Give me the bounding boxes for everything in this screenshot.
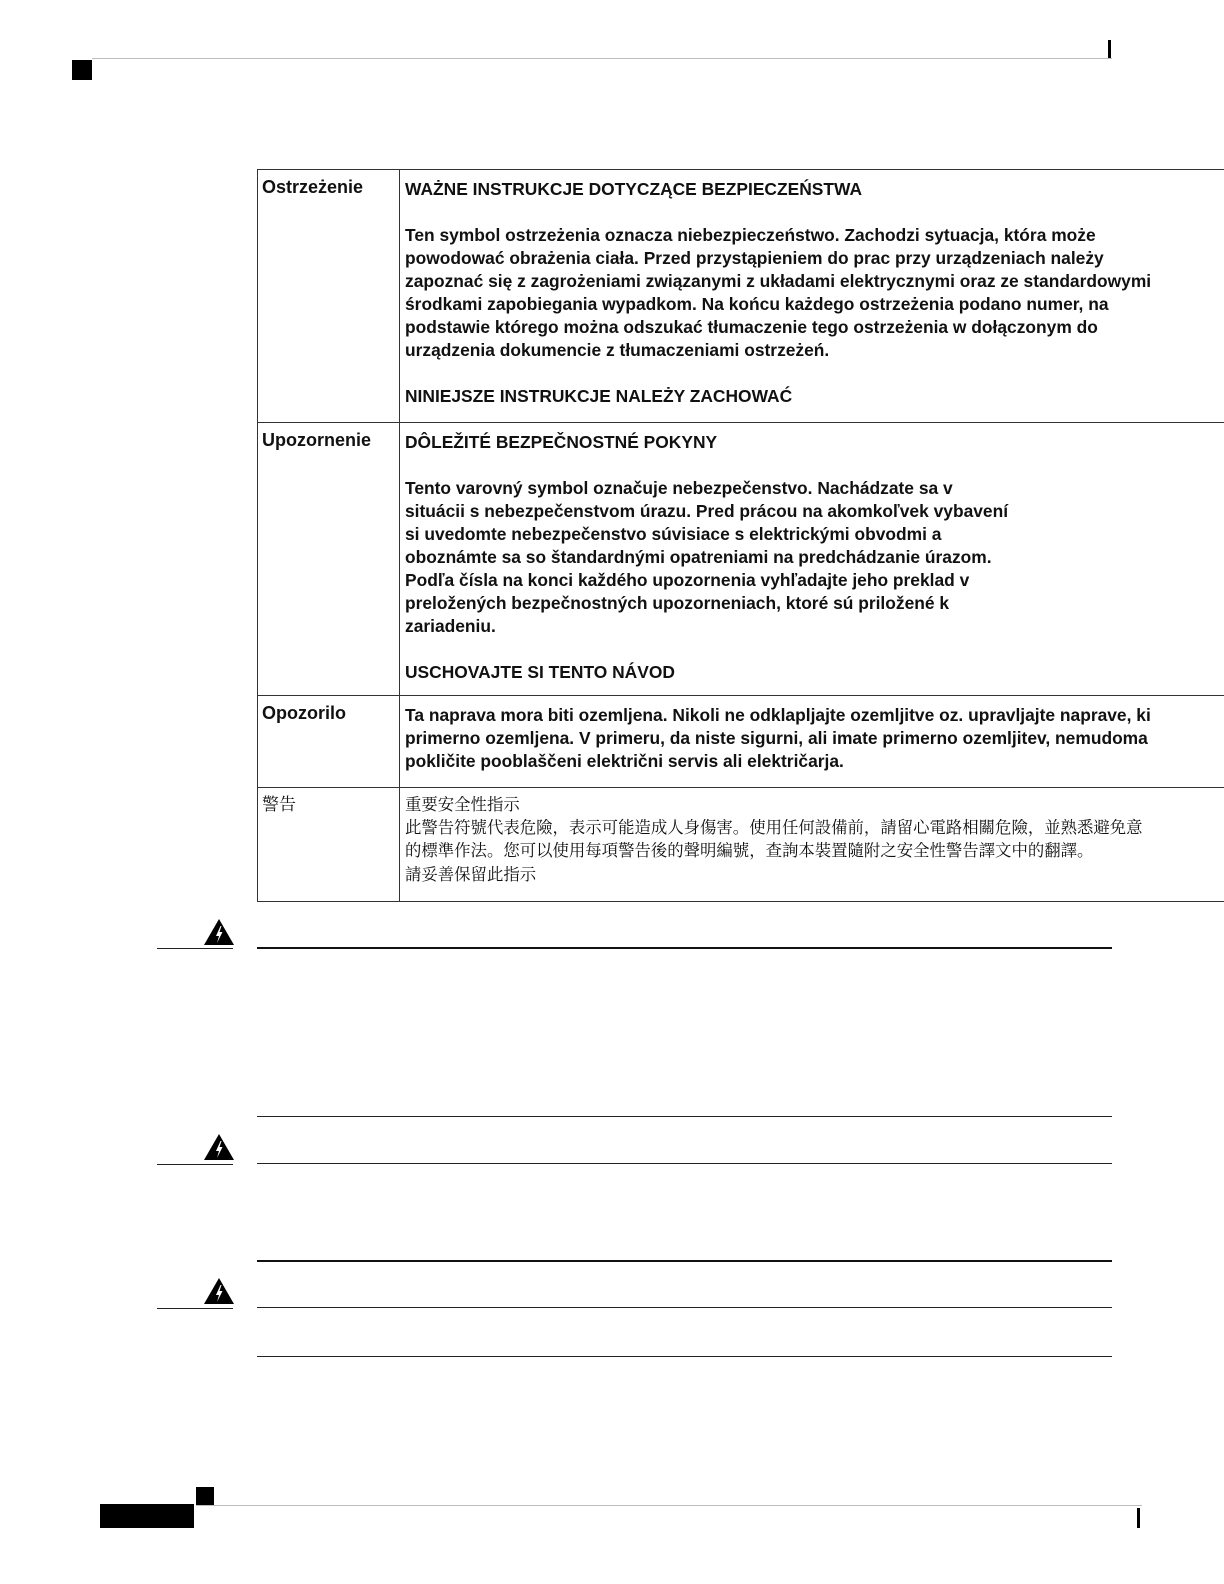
warning-triangle-icon	[203, 1132, 235, 1162]
footer-page-bar	[100, 1504, 194, 1528]
warning-text-cell	[400, 170, 1224, 423]
warning-line: zapoznać się z zagrożeniami związanymi z układami elektrycznymi oraz ze standardowymi	[405, 271, 1152, 291]
warning-triangle-icon	[203, 1276, 235, 1306]
warning-line: 重要安全性指示	[405, 796, 520, 814]
language-cell	[258, 170, 400, 423]
warning-line: Ten symbol ostrzeżenia oznacza niebezpieczeństwo. Zachodzi sytuacja, która może	[405, 225, 1096, 245]
language-cell	[258, 788, 400, 902]
warning-footer: USCHOVAJTE SI TENTO NÁVOD	[405, 662, 675, 682]
table-row	[258, 423, 1224, 696]
header-tick	[1108, 40, 1111, 58]
footer-rule	[196, 1505, 1142, 1506]
warning-line: urządzenia dokumencie z tłumaczeniami ostrzeżeń.	[405, 340, 830, 360]
warning-rule-top	[257, 1307, 1112, 1308]
warning-line: oboznámte sa so štandardnými opatreniami na predchádzanie úrazom.	[405, 547, 992, 567]
header-rule	[92, 58, 1112, 59]
warning-line: 的標準作法。您可以使用每項警告後的聲明編號，查詢本裝置隨附之安全性警告譯文中的翻譯。	[405, 842, 1094, 861]
warnings-table	[257, 169, 1224, 902]
warning-line: podstawie którego można odszukać tłumaczenie tego ostrzeżenia w dołączonym do	[405, 317, 1098, 337]
warning-rule-bottom	[257, 1260, 1112, 1262]
warning-rule-bottom	[257, 1356, 1112, 1357]
table-row	[258, 696, 1224, 788]
language-label: Opozorilo	[262, 703, 346, 723]
footer-tick	[1137, 1508, 1140, 1528]
language-cell	[258, 696, 400, 788]
warning-line: 此警告符號代表危險，表示可能造成人身傷害。使用任何設備前，請留心電路相關危險，並熟悉避免意	[405, 819, 1143, 838]
warning-text-cell	[400, 696, 1224, 788]
warning-line: preložených bezpečnostných upozorneniach, ktoré sú priložené k	[405, 593, 950, 613]
warning-heading: WAŻNE INSTRUKCJE DOTYCZĄCE BEZPIECZEŃSTWA	[405, 179, 863, 199]
warning-rule-short	[157, 948, 233, 949]
warning-line: Ta naprava mora biti ozemljena. Nikoli ne odklapljajte ozemljitve oz. upravljajte naprave, ki	[405, 705, 1151, 725]
warning-line: Tento varovný symbol označuje nebezpečenstvo. Nachádzate sa v	[405, 478, 953, 498]
warning-text-cell	[400, 788, 1224, 902]
language-cell	[258, 423, 400, 696]
warning-rule-top	[257, 1163, 1112, 1164]
warning-line: zariadeniu.	[405, 616, 496, 636]
table-row	[258, 788, 1224, 902]
warning-line: pokličite pooblaščeni električni servis ali električarja.	[405, 751, 844, 771]
warning-rule-bottom	[257, 1116, 1112, 1117]
warning-triangle-icon	[203, 917, 235, 947]
language-label: 警告	[262, 795, 296, 814]
warning-line: środkami zapobiegania wypadkom. Na końcu każdego ostrzeżenia podano numer, na	[405, 294, 1109, 314]
warning-line: powodować obrażenia ciała. Przed przystąpieniem do prac przy urządzeniach należy	[405, 248, 1104, 268]
warning-rule-top	[257, 947, 1112, 949]
warning-heading: DÔLEŽITÉ BEZPEČNOSTNÉ POKYNY	[405, 432, 718, 452]
warning-text-cell	[400, 423, 1224, 696]
language-label: Ostrzeżenie	[262, 177, 364, 197]
language-label: Upozornenie	[262, 430, 372, 450]
warning-line: si uvedomte nebezpečenstvo súvisiace s elektrickými obvodmi a	[405, 524, 942, 544]
table-row	[258, 170, 1224, 423]
warning-line: primerno ozemljena. V primeru, da niste sigurni, ali imate primerno ozemljitev, nemudoma	[405, 728, 1148, 748]
warning-footer: NINIEJSZE INSTRUKCJE NALEŻY ZACHOWAĆ	[405, 386, 793, 406]
warning-rule-short	[157, 1164, 233, 1165]
warning-line: Podľa čísla na konci každého upozornenia vyhľadajte jeho preklad v	[405, 570, 970, 590]
header-block	[72, 60, 92, 80]
warning-line: situácii s nebezpečenstvom úrazu. Pred prácou na akomkoľvek vybavení	[405, 501, 1009, 521]
warning-line: 請妥善保留此指示	[405, 865, 537, 884]
warning-rule-short	[157, 1308, 233, 1309]
footer-block	[196, 1487, 214, 1505]
